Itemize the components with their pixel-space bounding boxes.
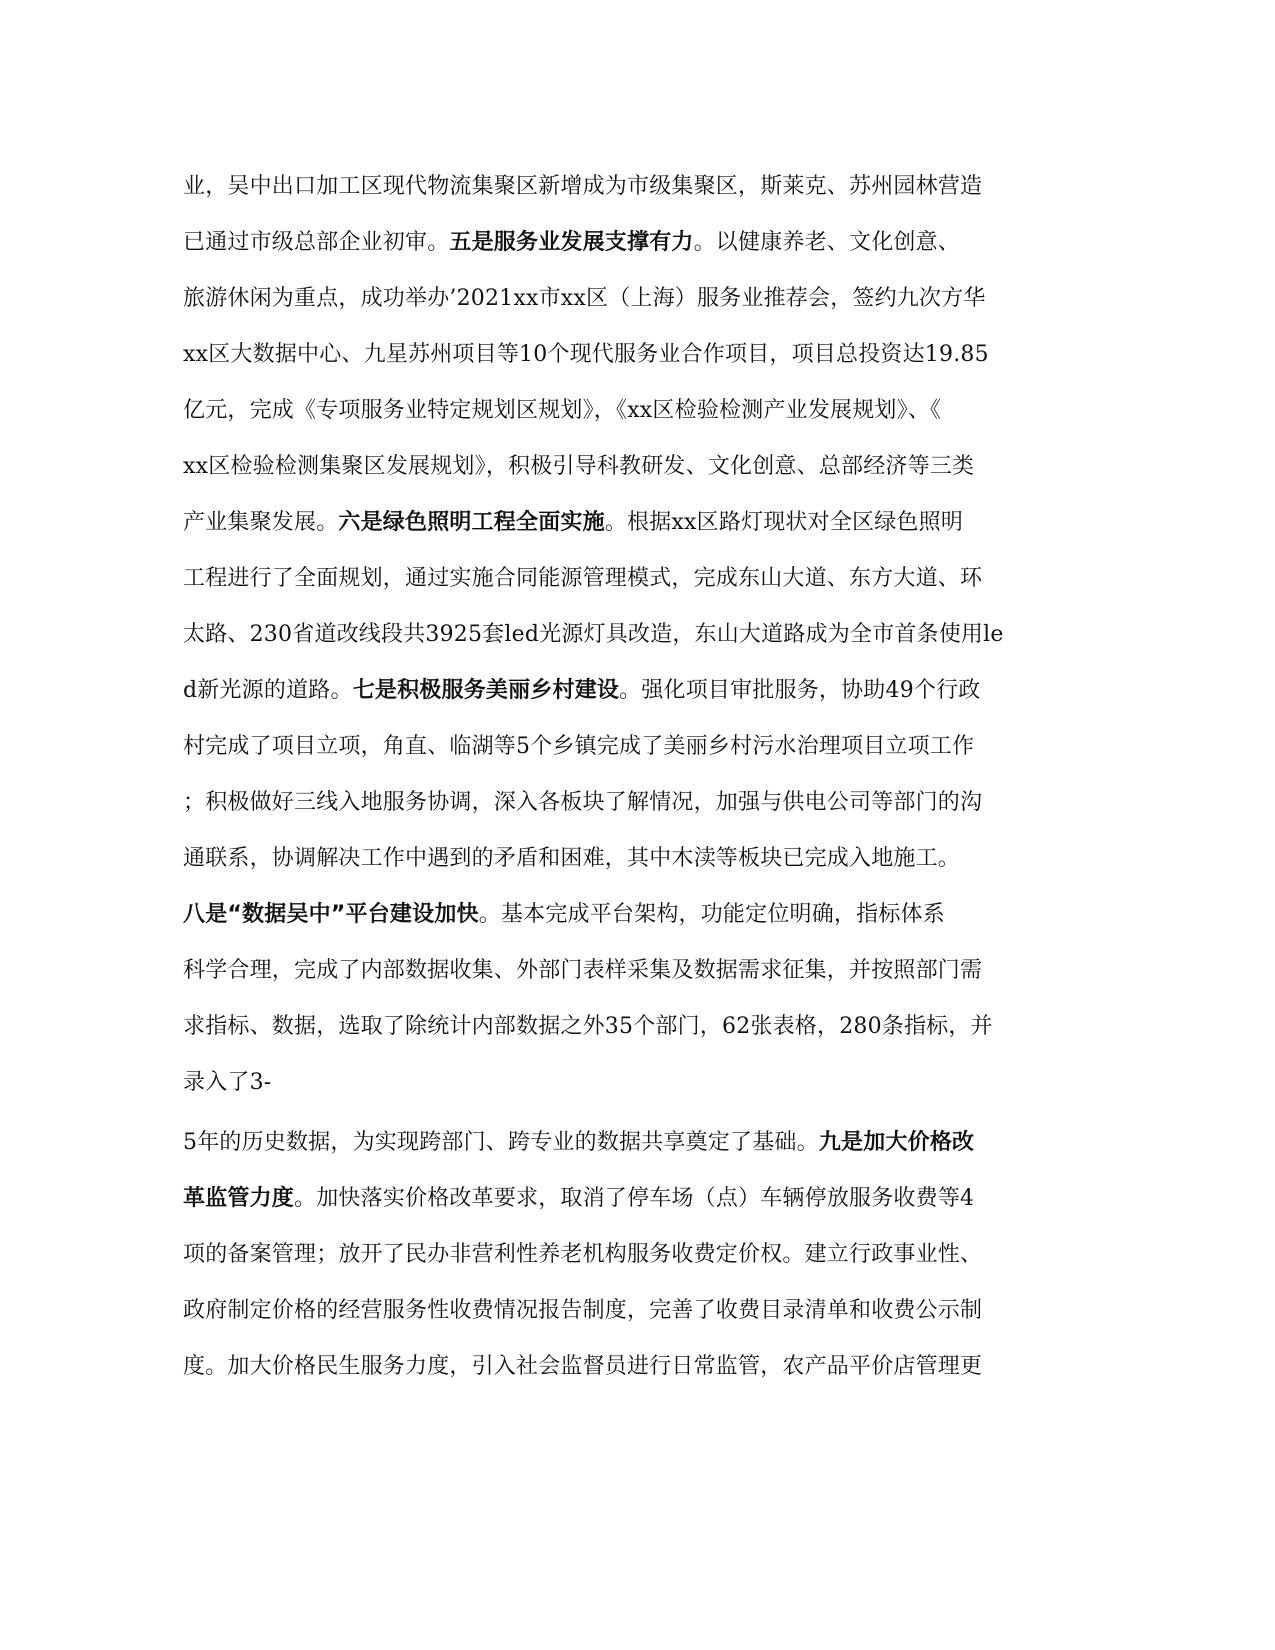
body-text: 。以健康养老、文化创意、 [693, 230, 961, 255]
body-text: 太路、230省道改线段共3925套led光源灯具改造，东山大道路成为全市首条使用le [183, 622, 1004, 647]
text-line [183, 452, 1083, 482]
body-text: 。加快落实价格改革要求，取消了停车场（点）车辆停放服务收费等4 [294, 1186, 975, 1211]
body-text: 。强化项目审批服务，协助49个行政 [619, 678, 981, 703]
text-line [183, 564, 1083, 594]
body-text: 已通过市级总部企业初审。 [183, 230, 450, 255]
text-line [183, 1296, 1083, 1326]
body-text: 业，吴中出口加工区现代物流集聚区新增成为市级集聚区，斯莱克、苏州园林营造 [183, 174, 983, 199]
body-text: 旅游休闲为重点，成功举办’2021xx市xx区（上海）服务业推荐会，签约九次方华 [183, 286, 986, 311]
body-text: 亿元，完成《专项服务业特定规划区规划》，《xx区检验检测产业发展规划》、《 [183, 398, 942, 423]
body-text: xx区大数据中心、九星苏州项目等10个现代服务业合作项目，项目总投资达19.85 [183, 342, 989, 367]
text-line [183, 1240, 1083, 1270]
text-line [183, 844, 1083, 874]
text-line [183, 284, 1083, 314]
body-text: 录入了3- [183, 1070, 272, 1095]
text-line [183, 340, 1083, 370]
text-line [183, 900, 1083, 930]
bold-heading-phrase: 五是服务业发展支撑有力 [449, 230, 694, 255]
text-line [183, 1128, 1083, 1158]
text-line [183, 788, 1083, 818]
body-text: 通联系，协调解决工作中遇到的矛盾和困难，其中木渎等板块已完成入地施工。 [183, 846, 961, 871]
body-text: 科学合理，完成了内部数据收集、外部门表样采集及数据需求征集，并按照部门需 [183, 958, 983, 983]
text-line [183, 1068, 1083, 1098]
text-line [183, 1352, 1083, 1382]
body-text: 。基本完成平台架构，功能定位明确，指标体系 [478, 902, 945, 927]
text-line [183, 620, 1083, 650]
body-text: 产业集聚发展。 [183, 510, 339, 535]
bold-heading-phrase: 八是“数据吴中”平台建设加快 [183, 902, 479, 927]
body-text: d新光源的道路。 [183, 678, 353, 703]
text-line [183, 228, 1083, 258]
body-text: 村完成了项目立项，角直、临湖等5个乡镇完成了美丽乡村污水治理项目立项工作 [183, 734, 975, 759]
text-line [183, 508, 1083, 538]
bold-heading-phrase: 革监管力度 [183, 1186, 295, 1211]
body-text: 度。加大价格民生服务力度，引入社会监督员进行日常监管，农产品平价店管理更 [183, 1354, 983, 1379]
body-text: 。根据xx区路灯现状对全区绿色照明 [604, 510, 964, 535]
text-line [183, 1184, 1083, 1214]
text-line [183, 396, 1083, 426]
bold-heading-phrase: 九是加大价格改 [818, 1130, 975, 1155]
text-line [183, 172, 1083, 202]
body-text: ；积极做好三线入地服务协调，深入各板块了解情况，加强与供电公司等部门的沟 [183, 790, 983, 815]
text-line [183, 732, 1083, 762]
body-text: 项的备案管理；放开了民办非营利性养老机构服务收费定价权。建立行政事业性、 [183, 1242, 983, 1267]
text-line [183, 956, 1083, 986]
text-line [183, 676, 1083, 706]
body-text: 5年的历史数据，为实现跨部门、跨专业的数据共享奠定了基础。 [183, 1130, 819, 1155]
body-text: xx区检验检测集聚区发展规划》，积极引导科教研发、文化创意、总部经济等三类 [183, 454, 975, 479]
body-text: 工程进行了全面规划，通过实施合同能源管理模式，完成东山大道、东方大道、环 [183, 566, 983, 591]
bold-heading-phrase: 七是积极服务美丽乡村建设 [352, 678, 620, 703]
text-line [183, 1012, 1083, 1042]
body-text: 求指标、数据，选取了除统计内部数据之外35个部门，62张表格，280条指标，并 [183, 1014, 993, 1039]
body-text: 政府制定价格的经营服务性收费情况报告制度，完善了收费目录清单和收费公示制 [183, 1298, 983, 1323]
bold-heading-phrase: 六是绿色照明工程全面实施 [338, 510, 605, 535]
